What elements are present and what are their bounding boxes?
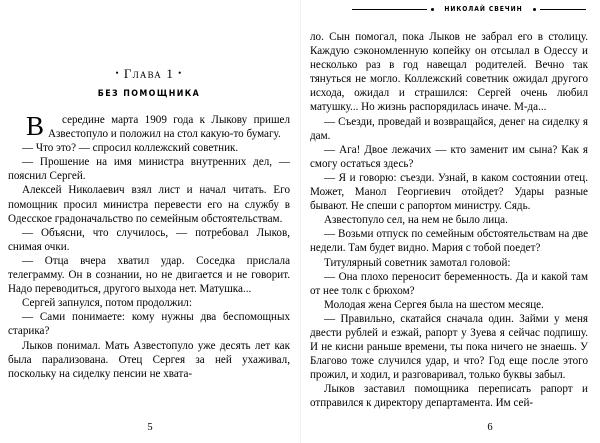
paragraph: Лыков заставил помощника переписать рапорт и отправился к директору департамента. Им сей- <box>310 383 588 410</box>
paragraph: Молодая жена Сергея была на шестом месяце. <box>324 298 544 311</box>
paragraph: Алексей Николаевич взял лист и начал читать. Его помощник просил министра перевести его на службу в Одесское градоначальство по семейным обстоятельствам. <box>8 184 290 225</box>
chapter-number <box>8 66 290 82</box>
chapter-bullet-left: • <box>115 68 120 78</box>
paragraph-opening <box>8 113 290 141</box>
paragraph-text: середине марта 1909 года к Лыкову пришел Азвестопуло и положил на стол какую-то бумагу. <box>48 114 290 141</box>
header-rule-right <box>540 9 586 10</box>
chapter-number-label: Глава 1 <box>123 66 175 81</box>
paragraph: Титулярный советник замотал головой: <box>324 256 511 269</box>
paragraph: — Отца вчера хватил удар. Соседка прислала телеграмму. Он в сознании, но не двигается и не говорит. Надо переводиться, другого выхода нет. Матушка... <box>8 254 290 296</box>
paragraph: — Она плохо переносит беременность. Да и какой там от нее толк с брюхом? <box>310 270 588 297</box>
paragraph: — Я и говорю: съезди. Узнай, в каком состоянии отец. Может, Манол Георгиевич отойдет? Удары разные бывают. Не спеши с рапортом министру. Сядь. <box>310 171 588 213</box>
paragraph: — Объясни, что случилось, — потребовал Лыков, снимая очки. <box>8 226 290 253</box>
paragraph: Сергей запнулся, потом продолжил: <box>22 297 192 310</box>
paragraph: Лыков понимал. Мать Азвестопуло уже десять лет как была парализована. Отец Сергея за ней ухаживал, поскольку на сиделку пенсии не хвата- <box>8 339 290 380</box>
right-page-body <box>310 30 588 411</box>
chapter-bullet-right: • <box>178 68 183 78</box>
running-head-title: НИКОЛАЙ СВЕЧИН <box>444 4 523 13</box>
paragraph: — Ага! Двое лежачих — кто заменит им сына? Как я смогу остаться здесь? <box>310 143 588 170</box>
header-rule-left <box>352 9 427 10</box>
chapter-title: БЕЗ ПОМОЩНИКА <box>97 89 201 99</box>
page-number-right: 6 <box>487 422 493 433</box>
paragraph: — Правильно, скатайся сначала один. Займи у меня двести рублей и езжай, рапорт у Зуева я сейчас подпишу. И не кисни раньше времени, ты пока ничего не знаешь. У Благово тоже случился удар, и что? Год еще после этого прожил, и ходил, и разговаривал, только буквы забыл. <box>310 312 588 382</box>
header-dot-left-icon <box>431 8 434 11</box>
paragraph: — Съезди, проведай и возвращайся, денег на сиделку я дам. <box>310 115 588 142</box>
paragraph: — Сами понимаете: кому нужны два беспомощных старика? <box>8 311 290 338</box>
header-dot-right-icon <box>533 8 536 11</box>
page-number-left: 5 <box>147 422 153 433</box>
right-page <box>300 0 600 443</box>
drop-cap: В <box>26 111 45 141</box>
left-page-body <box>8 113 290 381</box>
paragraph: — Возьми отпуск по семейным обстоятельствам на две недели. Там будет видно. Мария с тобой поедет? <box>310 228 588 255</box>
paragraph: Азвестопуло сел, на нем не было лица. <box>324 214 508 227</box>
paragraph-continued: ло. Сын помогал, пока Лыков не забрал его в столицу. Каждую сэкономленную копейку он отсылал в Одессу и несколько раз в год навещал родителей. Вечно так тянуться не могло. Коллежский советник ожидал другого исхода, ожидал и страшился: Сергей очень любил матушку... Но жизнь распорядилась иначе. М-да... <box>310 31 588 114</box>
running-head <box>310 1 588 17</box>
paragraph: — Что это? — спросил коллежский советник. <box>22 142 239 155</box>
chapter-heading <box>8 66 290 99</box>
paragraph: — Прошение на имя министра внутренних дел, — пояснил Сергей. <box>8 156 290 183</box>
